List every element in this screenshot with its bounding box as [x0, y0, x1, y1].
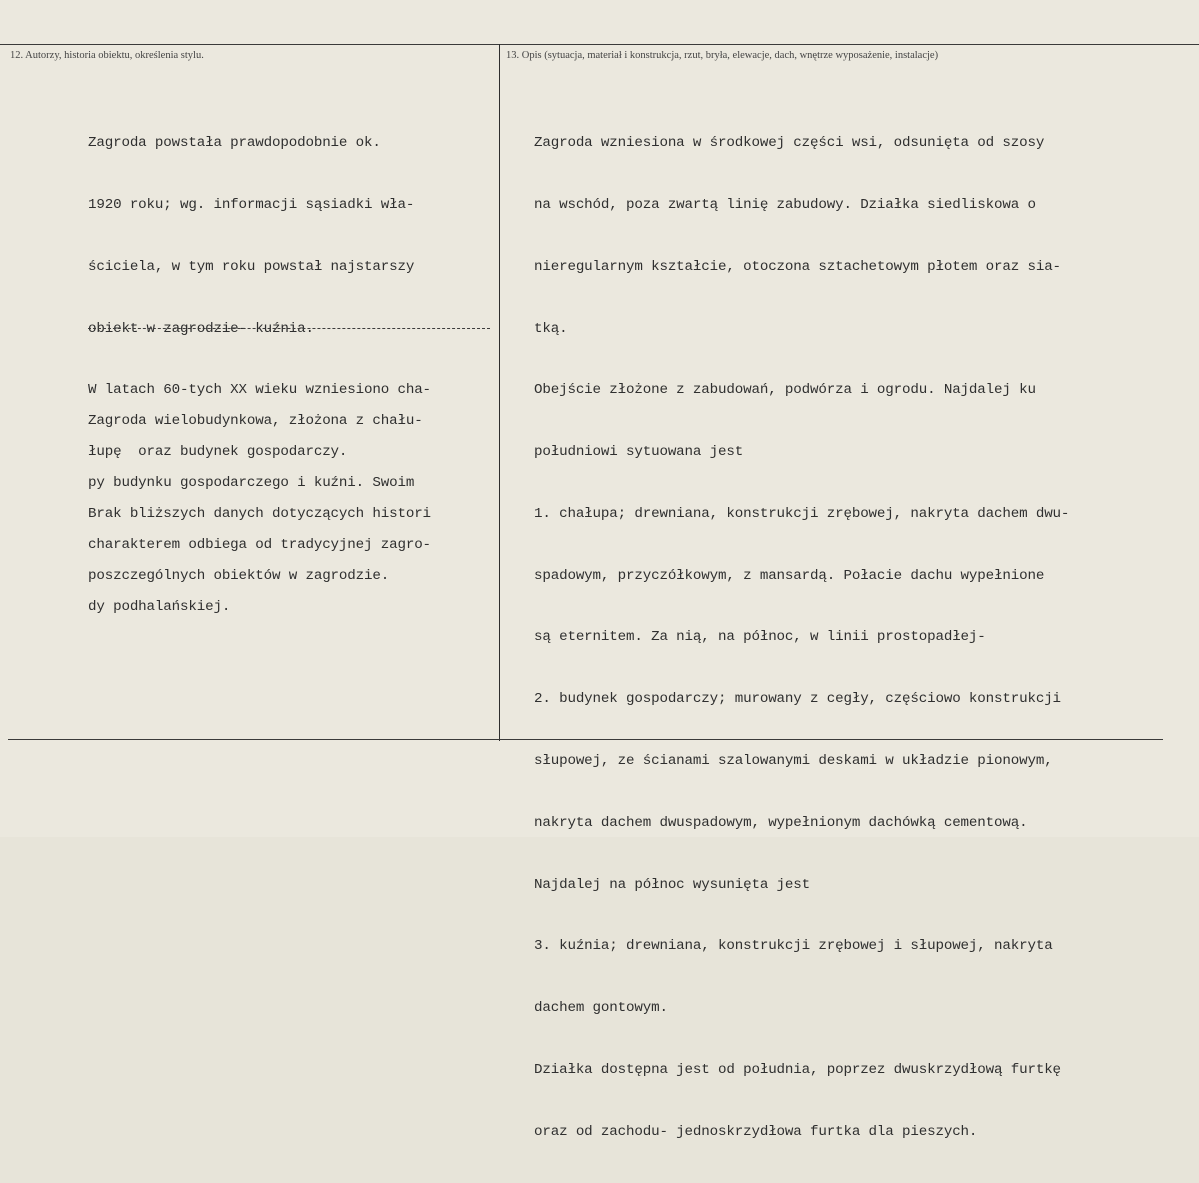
text-line: 2. budynek gospodarczy; murowany z cegły, częściowo konstrukcji [534, 691, 1061, 708]
text-line: py budynku gospodarczego i kuźni. Swoim [88, 474, 415, 491]
text-line: Zagroda wielobudynkowa, złożona z chału- [88, 413, 423, 430]
text-line: łupę oraz budynek gospodarczy. [88, 444, 348, 461]
text-line: dachem gontowym. [534, 1000, 668, 1017]
text-line: Najdalej na północ wysunięta jest [534, 876, 811, 893]
text-line: Zagroda powstała prawdopodobnie ok. [88, 135, 381, 152]
style-text [88, 370, 431, 658]
text-line: 1920 roku; wg. informacji sąsiadki wła- [88, 196, 415, 213]
top-rule [0, 44, 1199, 45]
column-divider [499, 44, 500, 741]
text-line: charakterem odbiega od tradycyjnej zagro- [88, 536, 431, 553]
section-12-heading: 12. Autorzy, historia obiektu, określenia stylu. [10, 50, 204, 61]
text-line: oraz od zachodu- jednoskrzydłowa furtka dla pieszych. [534, 1123, 978, 1140]
text-line: dy podhalańskiej. [88, 598, 231, 615]
text-line: nieregularnym kształcie, otoczona sztachetowym płotem oraz sia- [534, 258, 1061, 275]
text-line: słupowej, ze ścianami szalowanymi deskami w układzie pionowym, [534, 753, 1053, 769]
text-line: południowi sytuowana jest [534, 444, 744, 461]
text-line: Brak bliższych danych dotyczących histori [88, 505, 431, 522]
text-line: 3. kuźnia; drewniana, konstrukcji zrębowej i słupowej, nakryta [534, 938, 1053, 955]
text-line: tką. [534, 320, 568, 337]
text-line: Obejście złożone z zabudowań, podwórza i ogrodu. Najdalej ku [534, 382, 1036, 399]
text-line: spadowym, przyczółkowym, z mansardą. Połacie dachu wypełnione [534, 567, 1045, 584]
text-line: na wschód, poza zwartą linię zabudowy. Działka siedliskowa o [534, 196, 1036, 213]
text-line: obiekt w zagrodzie- kuźnia. [88, 320, 314, 337]
text-line: Działka dostępna jest od południa, poprzez dwuskrzydłową furtkę [534, 1061, 1061, 1078]
text-line: ściciela, w tym roku powstał najstarszy [88, 258, 415, 275]
text-line: 1. chałupa; drewniana, konstrukcji zrębowej, nakryta dachem dwu- [534, 505, 1070, 522]
text-line: są eternitem. Za nią, na północ, w linii prostopadłej- [534, 629, 986, 646]
text-line: poszczególnych obiektów w zagrodzie. [88, 567, 390, 584]
text-line: W latach 60-tych XX wieku wzniesiono cha- [88, 382, 431, 399]
text-line: Zagroda wzniesiona w środkowej części wsi, odsunięta od szosy [534, 135, 1045, 152]
text-line: nakryta dachem dwuspadowym, wypełnionym dachówką cementową. [534, 814, 1028, 831]
description-text [534, 92, 1069, 1183]
dashed-separator [88, 328, 490, 329]
section-13-heading: 13. Opis (sytuacja, materiał i konstrukcja, rzut, bryła, elewacje, dach, wnętrze wyposażenie, instalacje) [506, 50, 939, 61]
